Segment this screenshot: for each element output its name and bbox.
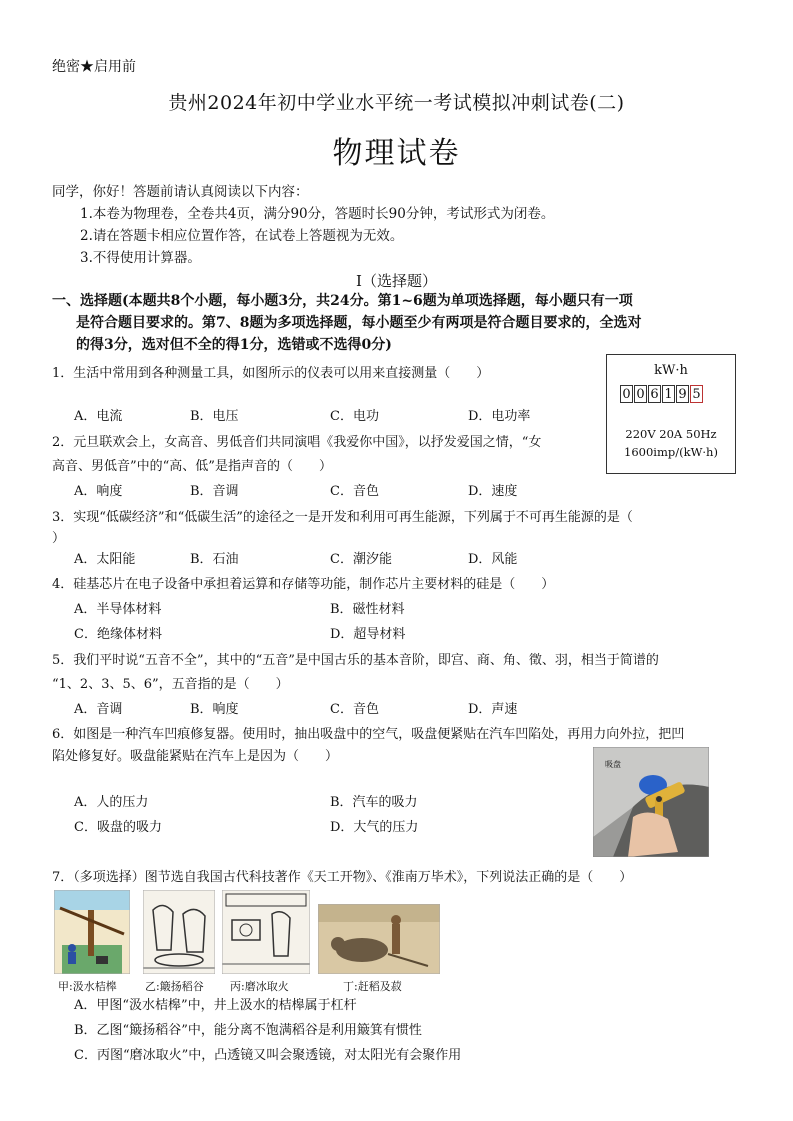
q7-image-jia [54, 890, 130, 974]
q3-stem-line-1: 3．实现“低碳经济”和“低碳生活”的途径之一是开发和利用可再生能源，下列属于不可再生能源的是（ [52, 510, 633, 525]
section-heading-line-3: 的得3分，选对但不全的得1分，选错或不选得0分) [76, 337, 392, 353]
section-heading-line-1: 一、选择题(本题共8个小题，每小题3分，共24分。第1~6题为单项选择题，每小题只有一项 [52, 293, 633, 309]
q5-option-b: B．响度 [190, 702, 239, 717]
q4-stem: 4．硅基芯片在电子设备中承担着运算和存储等功能，制作芯片主要材料的硅是（ ） [52, 577, 555, 592]
q1-option-c: C．电功 [330, 409, 379, 424]
q3-option-c: C．潮汐能 [330, 552, 392, 567]
q6-option-c: C．吸盘的吸力 [74, 820, 162, 835]
section-heading [52, 290, 752, 356]
meter-digit: 1 [662, 385, 675, 403]
meter-digit: 0 [634, 385, 647, 403]
q7-image-bing [222, 890, 310, 974]
q7-option-b: B．乙图“簸扬稻谷”中，能分离不饱满稻谷是利用簸箕有惯性 [74, 1023, 422, 1038]
q3-option-b: B．石油 [190, 552, 239, 567]
q3-option-a: A．太阳能 [74, 552, 136, 567]
q3-option-d: D．风能 [468, 552, 518, 567]
q4-option-a: A．半导体材料 [74, 602, 162, 617]
exam-subtitle: 物理试卷 [332, 136, 461, 171]
meter-spec-1: 220V 20A 50Hz [625, 427, 717, 441]
q5-option-c: C．音色 [330, 702, 379, 717]
q7-caption-yi: 乙:簸扬稻谷 [145, 980, 204, 993]
intro-greeting: 同学，你好！答题前请认真阅读以下内容： [52, 184, 309, 200]
q7-caption-bing: 丙:磨冰取火 [230, 980, 289, 993]
meter-digit: 0 [620, 385, 633, 403]
q2-stem-line-1: 2．元旦联欢会上，女高音、男低音们共同演唱《我爱你中国》，以抒发爱国之情，“女 [52, 435, 542, 450]
q2-option-c: C．音色 [330, 484, 379, 499]
q3-stem-line-2: ） [52, 531, 66, 546]
q5-stem-line-1: 5．我们平时说“五音不全”，其中的“五音”是中国古乐的基本音阶，即宫、商、角、徵、羽，相当于简谱的 [52, 653, 659, 668]
q6-option-a: A．人的压力 [74, 795, 149, 810]
q5-option-a: A．音调 [74, 702, 123, 717]
exam-title: 贵州2024年初中学业水平统一考试模拟冲刺试卷(二) [168, 92, 625, 114]
intro-rule-1: 1.本卷为物理卷，全卷共4页，满分90分，答题时长90分钟，考试形式为闭卷。 [80, 206, 555, 222]
q4-option-b: B．磁性材料 [330, 602, 405, 617]
q5-stem-line-2: “1、2、3、5、6”，五音指的是（ ） [52, 677, 289, 692]
electric-meter-figure [606, 354, 736, 474]
q6-option-d: D．大气的压力 [330, 820, 419, 835]
q2-stem-line-2: 高音、男低音”中的“高、低”是指声音的（ ） [52, 459, 332, 474]
q7-caption-jia: 甲:汲水桔槔 [58, 980, 117, 993]
meter-digit-decimal: 5 [690, 385, 703, 403]
intro-rule-2: 2.请在答题卡相应位置作答，在试卷上答题视为无效。 [80, 228, 404, 244]
q7-image-ding [318, 904, 440, 974]
part-label: Ⅰ（选择题） [356, 272, 437, 290]
q4-option-c: C．绝缘体材料 [74, 627, 162, 642]
suction-cup-label: 吸盘 [605, 760, 621, 769]
q2-option-d: D．速度 [468, 484, 518, 499]
meter-spec-2: 1600imp/(kW·h) [624, 445, 718, 459]
q1-option-a: A．电流 [74, 409, 123, 424]
q1-option-d: D．电功率 [468, 409, 531, 424]
q7-image-yi [143, 890, 215, 974]
q1-stem: 1．生活中常用到各种测量工具，如图所示的仪表可以用来直接测量（ ） [52, 366, 490, 381]
meter-digit: 9 [676, 385, 689, 403]
confidential-mark: 绝密★启用前 [52, 59, 136, 75]
q6-stem-line-2: 陷处修复好。吸盘能紧贴在汽车上是因为（ ） [52, 749, 339, 764]
meter-digit: 6 [648, 385, 661, 403]
meter-unit: kW·h [654, 363, 688, 378]
section-heading-line-2: 是符合题目要求的。第7、8题为多项选择题，每小题至少有两项是符合题目要求的，全选对 [76, 315, 642, 331]
dent-repair-photo [593, 747, 709, 857]
q6-stem-line-1: 6．如图是一种汽车凹痕修复器。使用时，抽出吸盘中的空气，吸盘便紧贴在汽车凹陷处，再用力向外拉，把凹 [52, 727, 685, 742]
q5-option-d: D．声速 [468, 702, 518, 717]
q7-stem: 7．（多项选择）图节选自我国古代科技著作《天工开物》、《淮南万毕术》，下列说法正确的是（ ） [52, 870, 633, 885]
q2-option-b: B．音调 [190, 484, 239, 499]
meter-digits [620, 385, 704, 403]
q1-option-b: B．电压 [190, 409, 239, 424]
q7-option-a: A．甲图“汲水桔槔”中，井上汲水的桔槔属于杠杆 [74, 998, 357, 1013]
intro-rule-3: 3.不得使用计算器。 [80, 250, 201, 266]
q7-option-c: C．丙图“磨冰取火”中，凸透镜又叫会聚透镜，对太阳光有会聚作用 [74, 1048, 462, 1063]
q2-option-a: A．响度 [74, 484, 123, 499]
q7-caption-ding: 丁:赶稻及菽 [343, 980, 402, 993]
q4-option-d: D．超导材料 [330, 627, 406, 642]
q6-option-b: B．汽车的吸力 [330, 795, 418, 810]
